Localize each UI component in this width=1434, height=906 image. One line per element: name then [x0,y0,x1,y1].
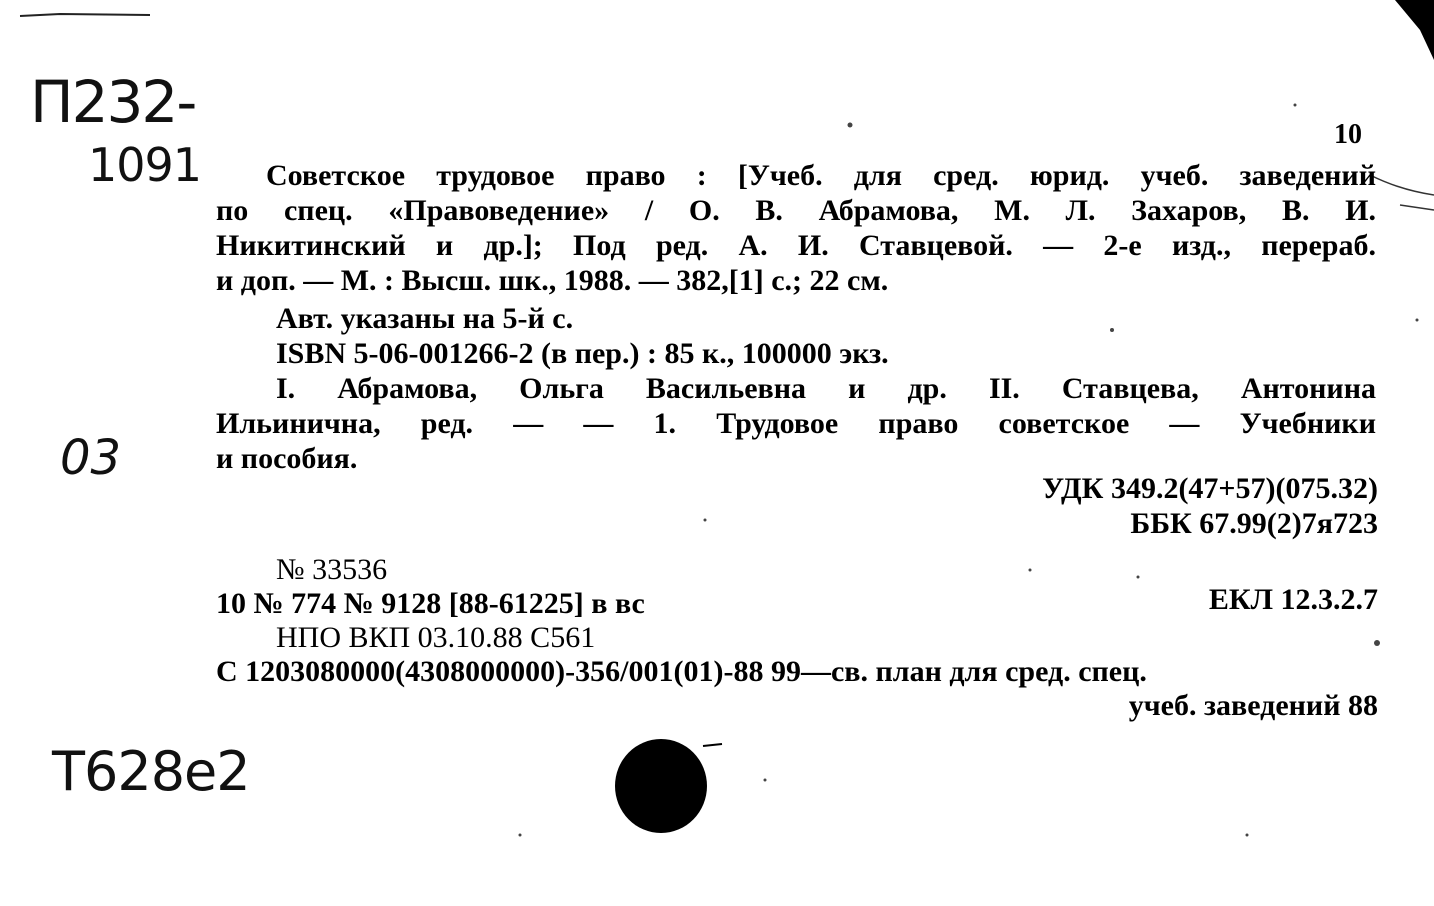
tracings-line-2: Ильинична, ред. — — 1. Трудовое право советское — Учебники [216,407,1376,440]
top-edge-line [20,14,150,16]
ekl-code: ЕКЛ 12.3.2.7 [1208,583,1378,616]
body-line-2: по спец. «Правоведение» / О. В. Абрамова, М. Л. Захаров, В. И. [216,194,1376,227]
plan-line-2: учеб. заведений 88 [1128,689,1378,722]
body-line-3: Никитинский и др.]; Под ред. А. И. Ставцевой. — 2-е изд., перераб. [216,229,1376,262]
handwritten-inventory-number: Т628е2 [52,740,250,803]
punch-hole-mark [703,744,722,746]
author-note: Авт. указаны на 5-й с. [276,302,574,335]
plan-line: С 1203080000(4308000000)-356/001(01)-88 99—св. план для сред. спец. [216,655,1147,688]
npo-line: НПО ВКП 03.10.88 С561 [276,621,596,654]
corner-shadow [1395,0,1434,60]
tracings-line-3: и пособия. [216,442,358,475]
handwritten-call-number-1: П232- [30,68,196,136]
handwritten-call-number-2: 1091 [88,138,202,192]
udk-code: УДК 349.2(47+57)(075.32) [1042,472,1378,505]
margin-stroke [1370,175,1434,195]
tracings-line-1: I. Абрамова, Ольга Васильевна и др. II. Ставцева, Антонина [276,372,1376,405]
body-line-4: и доп. — М. : Высш. шк., 1988. — 382,[1] с.; 22 см. [216,264,889,297]
bbk-code: ББК 67.99(2)7я723 [1130,507,1378,540]
body-line-1: Советское трудовое право : [Учеб. для сред. юрид. учеб. заведений [266,159,1376,192]
isbn-line: ISBN 5-06-001266-2 (в пер.) : 85 к., 100000 экз. [276,337,889,370]
card-number: 10 [1334,119,1362,150]
handwritten-code: 03 [60,430,122,486]
order-number: № 33536 [276,553,388,586]
margin-stroke-2 [1400,205,1434,210]
punch-hole [615,739,707,833]
print-line: 10 № 774 № 9128 [88-61225] в вс [216,587,645,620]
